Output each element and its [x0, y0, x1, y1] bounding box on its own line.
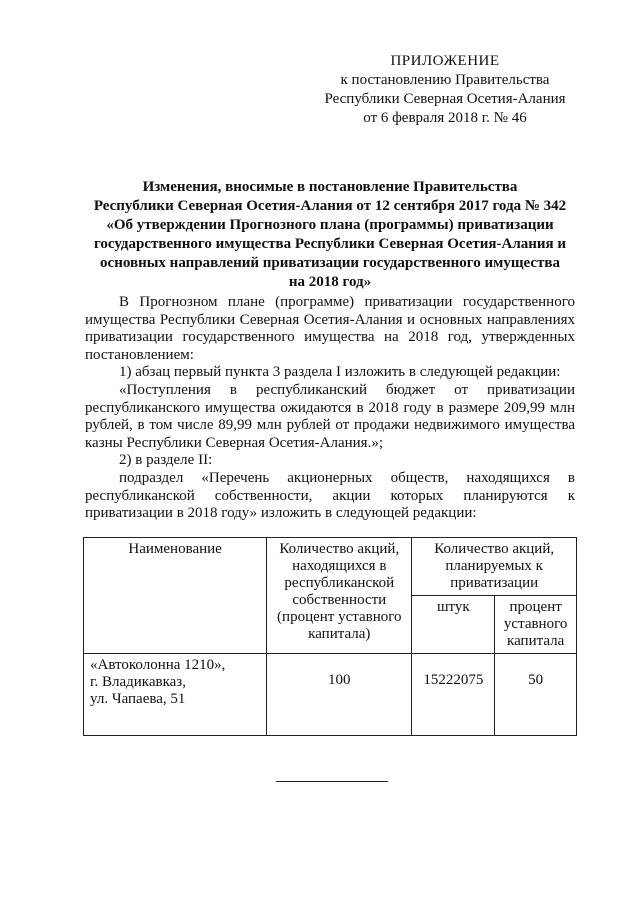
cell-percent: 50: [495, 654, 577, 736]
table-row: [84, 654, 577, 736]
shares-table-wrapper: [83, 537, 577, 736]
cell-name-line: ул. Чапаева, 51: [90, 691, 186, 707]
paragraph-quote: «Поступления в республиканский бюджет от приватизации республиканского имущества ожидаются в 2018 году в размере 209,99 млн рублей, в том числе 89,99 млн рублей от продажи недвижимого имущества казны Республики Северная Осетия-Алания.»;: [85, 381, 575, 451]
title-line: на 2018 год»: [288, 274, 372, 290]
end-divider: [276, 781, 388, 782]
title-line: основных направлений приватизации государственного имущества: [100, 255, 560, 271]
shares-table: [83, 537, 577, 736]
paragraph-subsection: подраздел «Перечень акционерных обществ, находящихся в республиканской собственности, акции которых планируются к приватизации в 2018 году» изложить в следующей редакции:: [85, 469, 575, 522]
table-header-row: [84, 538, 577, 596]
cell-name: [84, 654, 267, 736]
header-shares-owned: Количество акций, находящихся в республиканской собственности (процент уставного капитала): [267, 538, 412, 654]
body-text: [85, 294, 575, 523]
title-line: Изменения, вносимые в постановление Правительства: [142, 179, 518, 195]
cell-shares-owned: 100: [267, 654, 412, 736]
header-percent: процент уставного капитала: [495, 596, 577, 654]
paragraph-item-2: 2) в разделе II:: [119, 452, 213, 469]
appendix-line-3: от 6 февраля 2018 г. № 46: [363, 110, 527, 126]
title-line: «Об утверждении Прогнозного плана (программы) приватизации: [106, 217, 554, 233]
cell-name-line: г. Владикавказ,: [90, 674, 186, 690]
appendix-line-1: к постановлению Правительства: [340, 72, 550, 88]
document-title: [85, 178, 575, 292]
header-shares-planned: Количество акций, планируемых к приватизации: [412, 538, 577, 596]
appendix-title: ПРИЛОЖЕНИЕ: [390, 53, 500, 69]
title-line: Республики Северная Осетия-Алания от 12 сентября 2017 года № 342: [93, 198, 567, 214]
paragraph-item-1: 1) абзац первый пункта 3 раздела I изложить в следующей редакции:: [119, 364, 561, 381]
cell-pieces: 15222075: [412, 654, 495, 736]
appendix-line-2: Республики Северная Осетия-Алания: [324, 91, 566, 107]
header-name: Наименование: [84, 538, 267, 654]
header-pieces: штук: [412, 596, 495, 654]
paragraph-intro: В Прогнозном плане (программе) приватизации государственного имущества Республики Северная Осетия-Алания и основных направлениях приватизации государственного имущества на 2018 год, утвержденных постановлением:: [85, 294, 575, 363]
appendix-block: [300, 52, 590, 128]
cell-name-line: «Автоколонна 1210»,: [90, 657, 226, 673]
title-line: государственного имущества Республики Северная Осетия-Алания и: [93, 236, 567, 252]
